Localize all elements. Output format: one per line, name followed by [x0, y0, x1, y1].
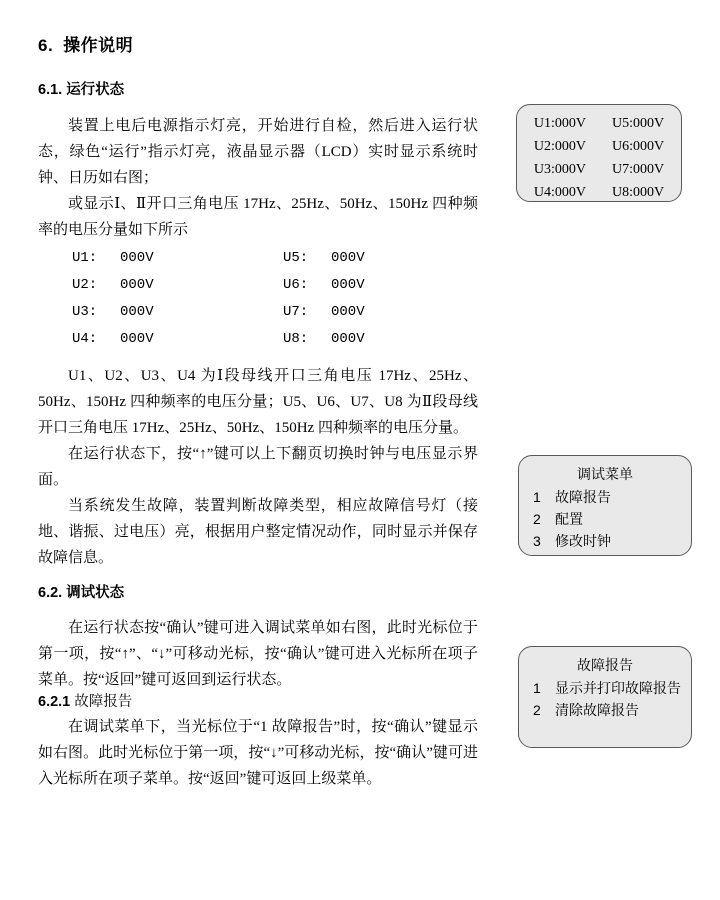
section-heading-6	[38, 36, 478, 56]
subsection-title: 故障报告	[74, 694, 133, 711]
voltage-list-row	[38, 330, 411, 357]
debug-menu-item-2	[519, 508, 691, 530]
fault-report-item-index: 2	[533, 702, 541, 718]
voltage-key-left: U2:	[72, 276, 98, 293]
figure-voltage-display	[516, 104, 682, 202]
voltage-key-right: U7:	[283, 303, 309, 320]
fault-report-item-label: 显示并打印故障报告	[555, 680, 681, 696]
voltage-key-left: U1:	[72, 249, 98, 266]
paragraph-6-1-1: 装置上电后电源指示灯亮，开始进行自检，然后进入运行状态，绿色“运行”指示灯亮，液晶显示器（LCD）实时显示系统时钟、日历如右图；	[38, 117, 478, 186]
voltage-value-right: 000V	[331, 276, 365, 293]
voltage-display-cell-left: U1:000V	[533, 116, 586, 131]
subsection-heading-6-2	[38, 585, 478, 602]
fault-report-item-1	[519, 677, 691, 699]
debug-menu-item-3	[519, 530, 691, 552]
subsection-number: 6.2.1	[38, 694, 71, 711]
voltage-list-row	[38, 303, 411, 330]
debug-menu-item-label: 故障报告	[555, 489, 611, 505]
fault-report-item-2	[519, 699, 691, 721]
voltage-display-row	[534, 162, 664, 185]
paragraph-6-2-1: 在运行状态按“确认”键可进入调试菜单如右图，此时光标位于第一项，按“↑”、“↓”可移动光标，按“确认”键可进入光标所在项子菜单。按“返回”键可返回到运行状态。	[38, 620, 478, 689]
subsection-title: 调试状态	[66, 584, 125, 601]
voltage-value-right: 000V	[331, 303, 365, 320]
subsection-heading-6-2-1	[38, 693, 478, 712]
voltage-key-left: U3:	[72, 303, 98, 320]
voltage-list-row	[38, 249, 411, 276]
subsection-number: 6.1.	[38, 82, 63, 99]
voltage-value-left: 000V	[120, 276, 154, 293]
voltage-display-cell-left: U3:000V	[533, 162, 586, 177]
voltage-display-cell-right: U7:000V	[612, 162, 665, 177]
voltage-value-left: 000V	[120, 249, 154, 266]
voltage-display-cell-right: U8:000V	[612, 185, 665, 200]
debug-menu-item-label: 修改时钟	[555, 533, 611, 549]
voltage-component-list	[38, 249, 411, 357]
subsection-title: 运行状态	[66, 82, 125, 99]
voltage-display-cell-right: U6:000V	[612, 139, 665, 154]
voltage-key-right: U6:	[283, 276, 309, 293]
voltage-component-list-body	[38, 249, 411, 357]
paragraph-6-1-2: 或显示Ⅰ、Ⅱ开口三角电压 17Hz、25Hz、50Hz、150Hz 四种频率的电压分量如下所示	[38, 195, 478, 238]
text-column	[38, 36, 478, 792]
voltage-key-right: U5:	[283, 249, 309, 266]
voltage-display-body	[534, 116, 664, 208]
voltage-list-row	[38, 276, 411, 303]
figure-fault-report-menu	[518, 646, 692, 748]
debug-menu-item-index: 1	[533, 489, 541, 505]
debug-menu-item-index: 3	[533, 533, 541, 549]
subsection-heading-6-1	[38, 82, 478, 99]
voltage-key-right: U8:	[283, 330, 309, 347]
voltage-value-right: 000V	[331, 249, 365, 266]
fault-report-title: 故障报告	[577, 657, 633, 673]
fault-report-item-label: 清除故障报告	[555, 702, 639, 718]
voltage-value-left: 000V	[120, 330, 154, 347]
paragraph-6-2-1-1: 在调试菜单下，当光标位于“1 故障报告”时，按“确认”键显示如右图。此时光标位于第一项，按“↓”可移动光标，按“确认”键可进入光标所在项子菜单。按“返回”键可返回上级菜单。	[38, 719, 478, 788]
section-number: 6.	[38, 36, 54, 55]
voltage-display-row	[534, 185, 664, 208]
voltage-display-cell-right: U5:000V	[612, 116, 665, 131]
paragraph-6-1-4: 在运行状态下，按“↑”键可以上下翻页切换时钟与电压显示界面。	[38, 445, 478, 488]
subsection-number: 6.2.	[38, 584, 63, 601]
voltage-display-cell-left: U4:000V	[533, 185, 586, 200]
fault-report-item-index: 1	[533, 680, 541, 696]
debug-menu-title: 调试菜单	[577, 466, 633, 482]
paragraph-6-1-5: 当系统发生故障，装置判断故障类型，相应故障信号灯（接地、谐振、过电压）亮，根据用户整定情况动作，同时显示并保存故障信息。	[38, 497, 478, 566]
voltage-display-row	[534, 116, 664, 139]
spacer	[38, 571, 478, 585]
section-title: 操作说明	[63, 36, 134, 55]
paragraph-6-1-3: U1、U2、U3、U4 为Ⅰ段母线开口三角电压 17Hz、25Hz、50Hz、150Hz 四种频率的电压分量；U5、U6、U7、U8 为Ⅱ段母线开口三角电压 17Hz、25Hz、50Hz、150Hz 四种频率的电压分量。	[38, 367, 478, 436]
debug-menu-item-index: 2	[533, 511, 541, 527]
debug-menu-item-1	[519, 486, 691, 508]
debug-menu-item-label: 配置	[555, 511, 583, 527]
voltage-value-left: 000V	[120, 303, 154, 320]
voltage-display-table	[534, 116, 664, 208]
voltage-display-cell-left: U2:000V	[533, 139, 586, 154]
voltage-value-right: 000V	[331, 330, 365, 347]
figure-debug-menu	[518, 455, 692, 556]
voltage-display-row	[534, 139, 664, 162]
voltage-key-left: U4:	[72, 330, 98, 347]
